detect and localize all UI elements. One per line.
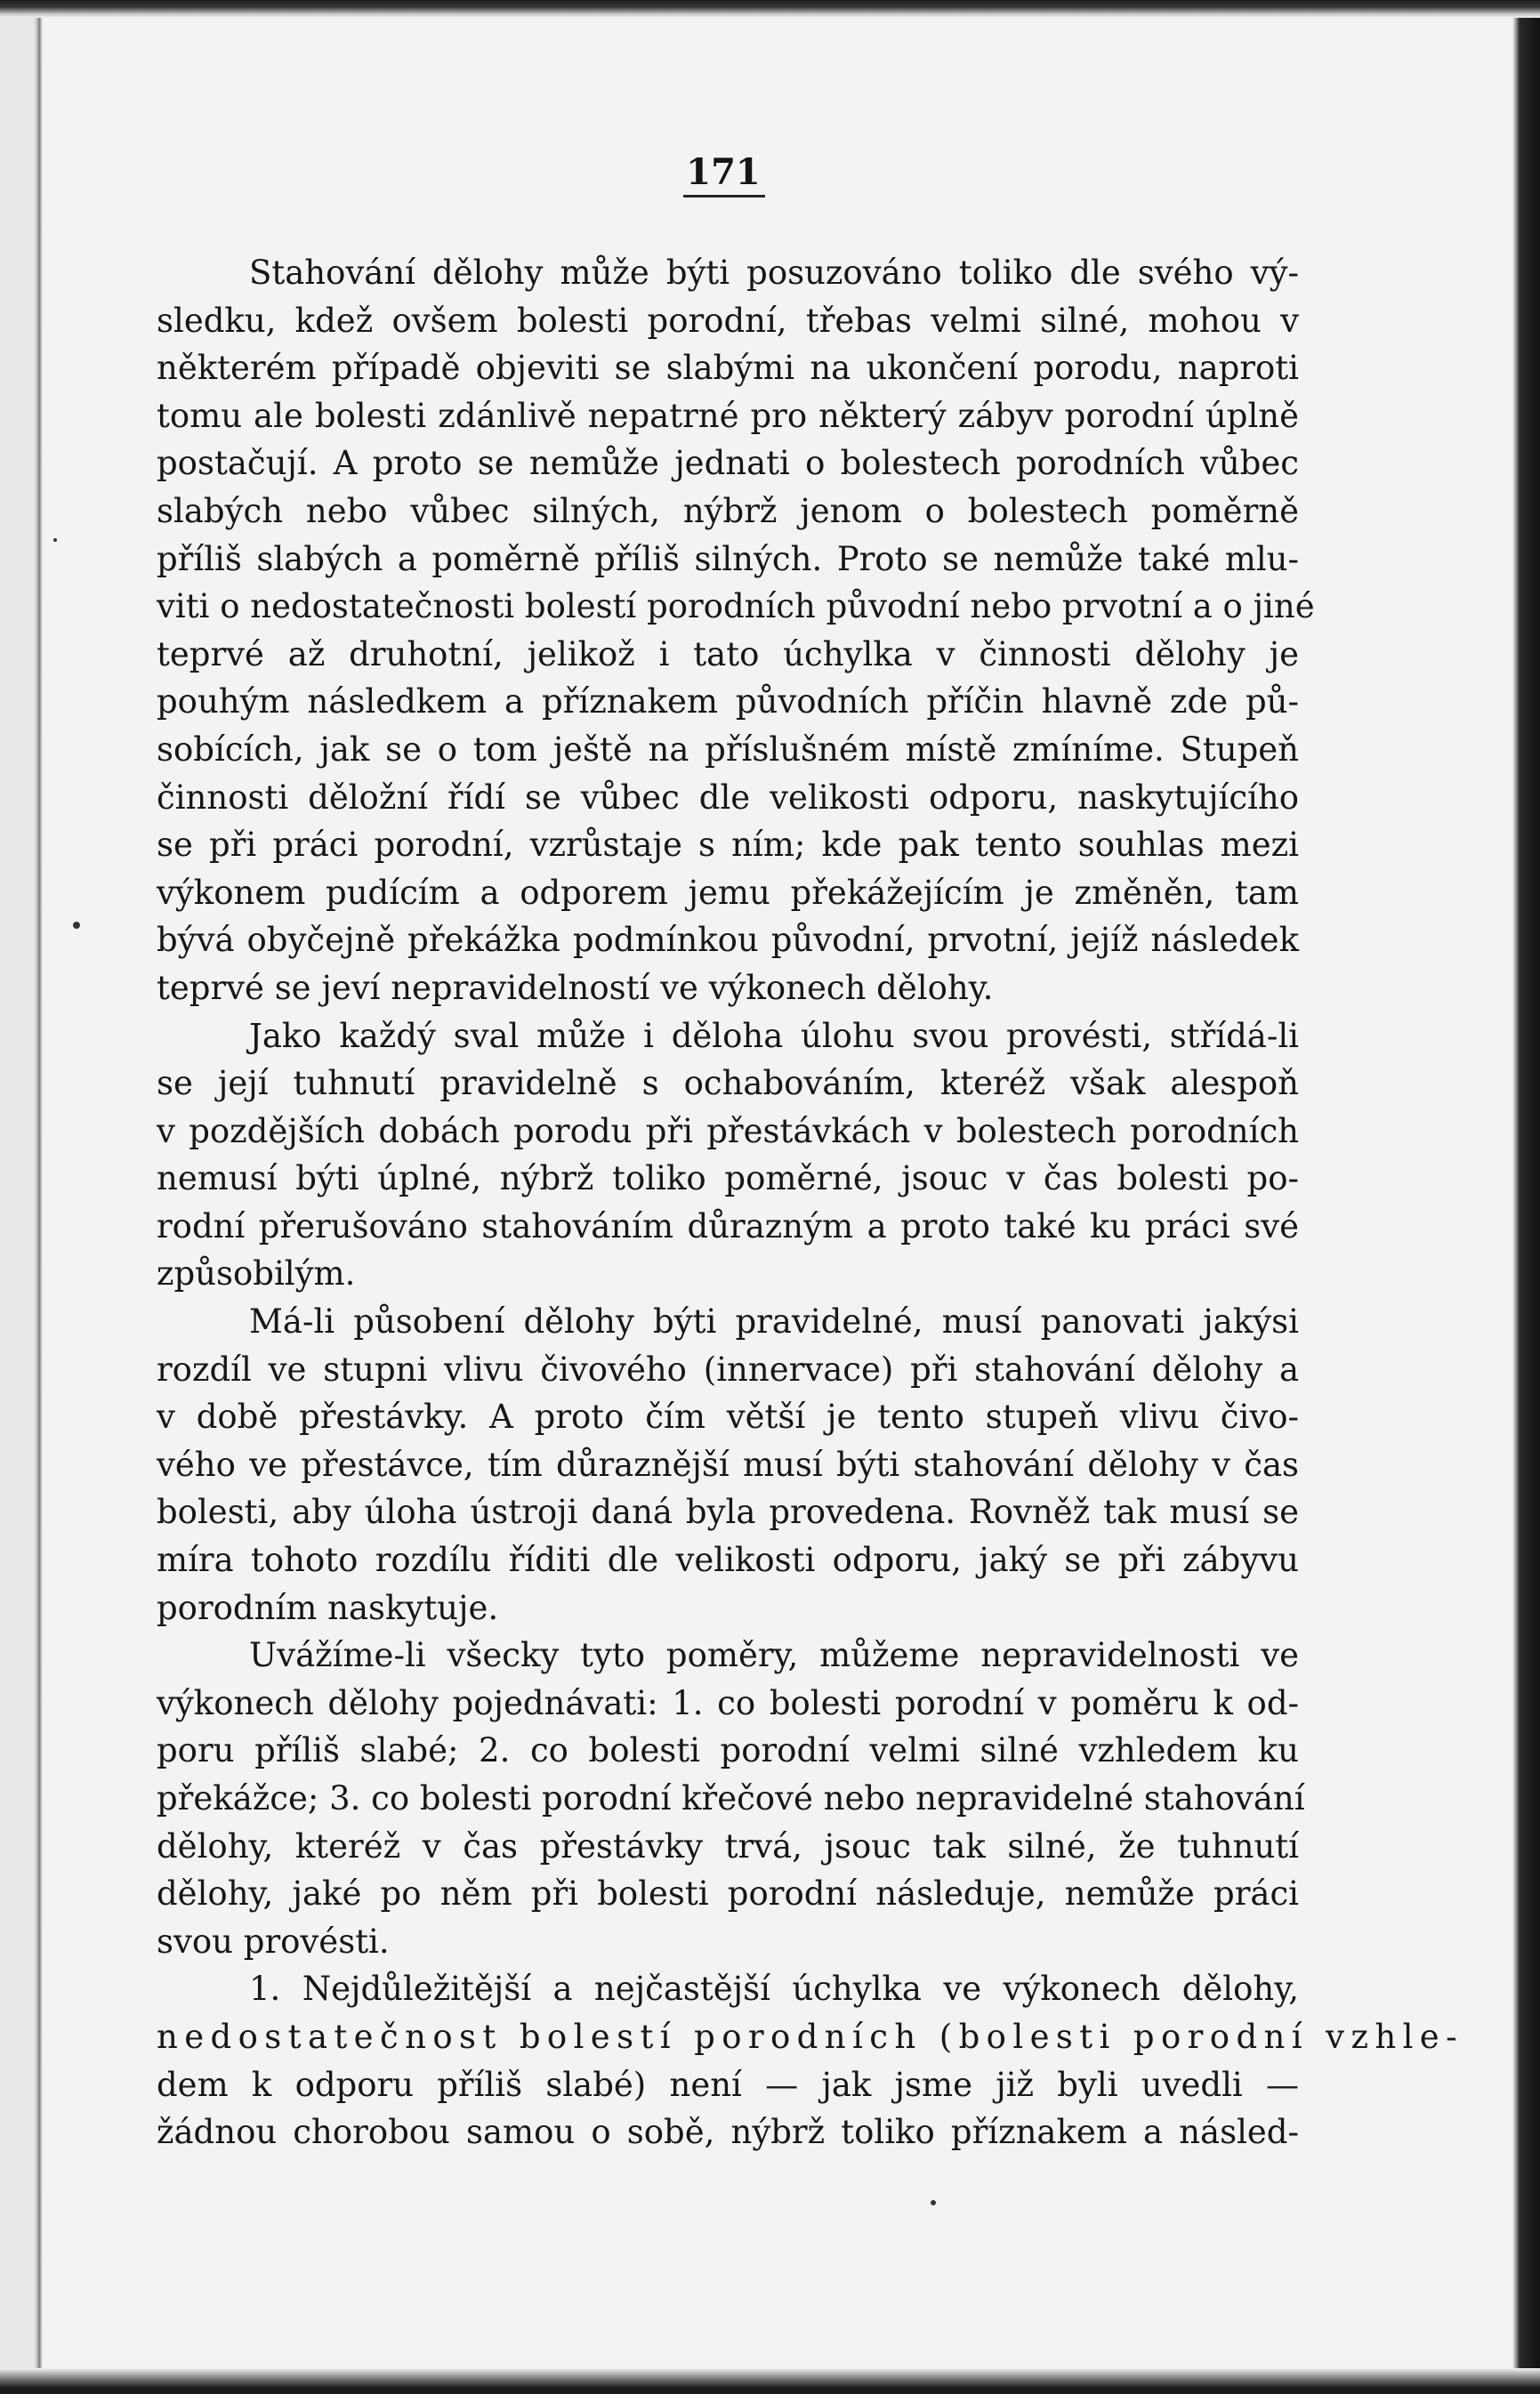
page-number-underline — [683, 195, 765, 197]
scan-speck — [73, 922, 80, 929]
text-line: Uvážíme-li všecky tyto poměry, můžeme nepravidelnosti ve — [249, 1636, 1299, 1675]
text-line: výkonem pudícím a odporem jemu překážejícím je změněn, tam — [157, 873, 1299, 912]
text-line: viti o nedostatečnosti bolestí porodních původní nebo prvotní a o jiné — [157, 587, 1315, 626]
text-line: teprvé až druhotní, jelikož i tato úchylka v činnosti dělohy je — [157, 634, 1299, 673]
text-line: poru příliš slabé; 2. co bolesti porodní velmi silné vzhledem ku — [157, 1731, 1299, 1770]
text-line: sobících, jak se o tom ještě na příslušném místě zmíníme. Stupeň — [157, 729, 1299, 769]
text-line: porodním naskytuje. — [157, 1588, 499, 1627]
text-line: dělohy, jaké po něm při bolesti porodní následuje, nemůže práci — [157, 1874, 1299, 1914]
text-line: nedostatečnost bolestí porodních (bolesti porodní vzhle- — [157, 2017, 1464, 2056]
text-line: Stahování dělohy může býti posuzováno toliko dle svého vý- — [249, 254, 1299, 292]
text-line: tomu ale bolesti zdánlivě nepatrné pro některý zábyv porodní úplně — [157, 396, 1299, 435]
text-line: žádnou chorobou samou o sobě, nýbrž toliko příznakem a násled- — [157, 2113, 1299, 2152]
text-line: bolesti, aby úloha ústroji daná byla provedena. Rovněž tak musí se — [157, 1493, 1299, 1532]
text-line: v době přestávky. A proto čím větší je tento stupeň vlivu čivo- — [157, 1398, 1299, 1437]
text-line: se při práci porodní, vzrůstaje s ním; kde pak tento souhlas mezi — [157, 826, 1299, 865]
text-line: slabých nebo vůbec silných, nýbrž jenom o bolestech poměrně — [157, 491, 1299, 530]
text-line: 1. Nejdůležitější a nejčastější úchylka ve výkonech dělohy, — [249, 1970, 1299, 2009]
text-line: některém případě objeviti se slabými na ukončení porodu, naproti — [157, 349, 1299, 388]
text-line: Má-li působení dělohy býti pravidelné, musí panovati jakýsi — [249, 1302, 1299, 1342]
text-line: se její tuhnutí pravidelně s ochabováním, kteréž však alespoň — [157, 1064, 1299, 1103]
left-page-edge — [0, 0, 43, 2394]
text-line: v pozdějších dobách porodu při přestávkách v bolestech porodních — [157, 1111, 1299, 1150]
top-page-edge — [0, 0, 1540, 18]
text-line: bývá obyčejně překážka podmínkou původní, prvotní, jejíž následek — [157, 921, 1299, 960]
text-line: dem k odporu příliš slabé) není — jak jsme již byli uvedli — — [157, 2065, 1299, 2104]
text-line: nemusí býti úplné, nýbrž toliko poměrné, jsouc v čas bolesti po- — [157, 1159, 1299, 1198]
text-line: činnosti děložní řídí se vůbec dle velikosti odporu, naskytujícího — [157, 778, 1299, 817]
text-line: rozdíl ve stupni vlivu čivového (innervace) při stahování dělohy a — [157, 1350, 1299, 1389]
text-line: dělohy, kteréž v čas přestávky trvá, jsouc tak silné, že tuhnutí — [157, 1826, 1299, 1866]
text-line: pouhým následkem a příznakem původních příčin hlavně zde pů- — [157, 682, 1299, 721]
text-line: vého ve přestávce, tím důraznější musí býti stahování dělohy v čas — [157, 1445, 1299, 1484]
bottom-page-edge — [0, 2368, 1540, 2394]
text-line: způsobilým. — [157, 1254, 356, 1294]
text-line: sledku, kdež ovšem bolesti porodní, třebas velmi silné, mohou v — [157, 301, 1299, 340]
text-line: překážce; 3. co bolesti porodní křečové nebo nepravidelné stahování — [157, 1779, 1305, 1818]
page-number: 171 — [686, 151, 761, 193]
text-line: svou provésti. — [157, 1922, 390, 1961]
text-line: míra tohoto rozdílu říditi dle velikosti odporu, jaký se při zábyvu — [157, 1541, 1299, 1580]
scan-speck — [931, 2200, 936, 2205]
text-line: teprvé se jeví nepravidelností ve výkonech dělohy. — [157, 968, 994, 1007]
text-line: rodní přerušováno stahováním důrazným a proto také ku práci své — [157, 1206, 1299, 1245]
text-line: výkonech dělohy pojednávati: 1. co bolesti porodní v poměru k od- — [157, 1683, 1299, 1722]
right-page-edge — [1512, 0, 1540, 2394]
scan-speck — [53, 538, 57, 542]
text-line: Jako každý sval může i děloha úlohu svou provésti, střídá-li — [249, 1016, 1299, 1055]
text-line: postačují. A proto se nemůže jednati o bolestech porodních vůbec — [157, 444, 1299, 483]
body-text — [157, 249, 1464, 2156]
text-line: příliš slabých a poměrně příliš silných. Proto se nemůže také mlu- — [157, 539, 1299, 578]
